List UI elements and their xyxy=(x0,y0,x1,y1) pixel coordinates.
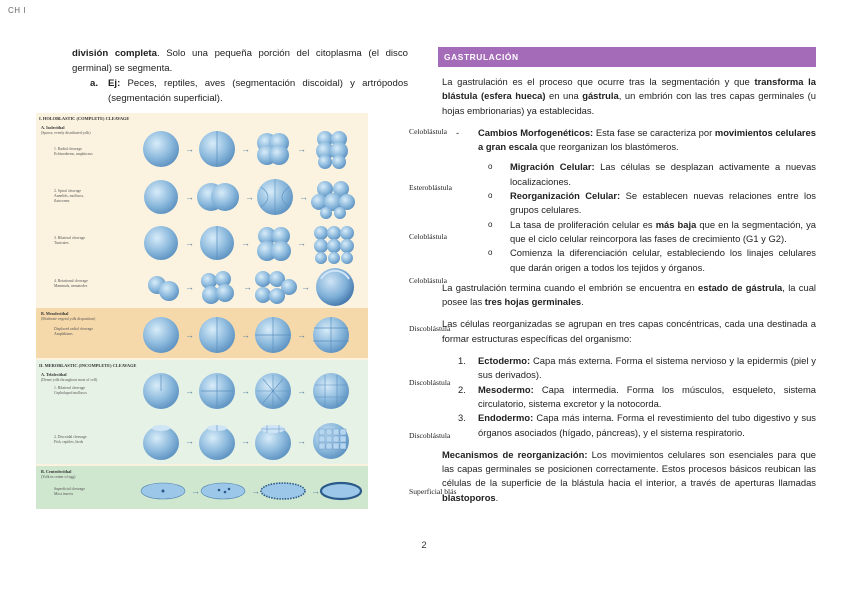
right-column xyxy=(438,47,816,513)
svg-text:→: → xyxy=(185,330,194,340)
mechanisms-paragraph xyxy=(438,448,816,505)
svg-text:→: → xyxy=(241,386,250,396)
svg-text:→: → xyxy=(185,386,194,396)
svg-text:→: → xyxy=(241,436,250,446)
figure-subtitle: A. Telolecithal xyxy=(41,372,67,377)
svg-text:→: → xyxy=(241,238,250,248)
bold-term: Cambios Morfogenéticos: xyxy=(478,126,594,138)
figure-note: (Sparse, evenly distributed yolk) xyxy=(41,131,91,135)
text-span: La tasa de proliferación celular es xyxy=(510,218,656,230)
spiral-cleavage-embryos xyxy=(139,175,364,219)
gastrulation-intro xyxy=(438,75,816,118)
blastula-type-label: Discoblástula xyxy=(409,324,451,333)
svg-text:→: → xyxy=(297,386,306,396)
bold-term: Mesodermo: xyxy=(478,383,534,395)
blastula-type-label: Discoblástula xyxy=(409,378,451,387)
list-item xyxy=(488,218,816,247)
figure-subtitle: B. Mesolecithal xyxy=(41,311,69,316)
telolecithal-bilateral-embryos xyxy=(139,369,364,413)
example-item xyxy=(90,76,408,106)
text-span: . xyxy=(495,491,499,503)
svg-text:→: → xyxy=(185,436,194,446)
text-span: Capa más externa. Forma el sistema nervioso y la epidermis (piel y sus derivados). xyxy=(478,355,816,381)
text-span: , un embrión con las tres capas germinales (u hojas embrionarias) ya establecidas. xyxy=(442,90,816,116)
svg-text:→: → xyxy=(297,144,306,154)
svg-text:→: → xyxy=(297,436,306,446)
row-label: 1. Bilateral cleavage Cephalopod molluscs xyxy=(54,386,87,395)
svg-text:→: → xyxy=(185,282,194,292)
text-span: en una xyxy=(545,90,583,102)
bold-term: transforma la blástula (esfera hueca) xyxy=(442,76,816,102)
figure-note: (Yolk in center of egg) xyxy=(41,475,76,479)
blastula-type-label: Celoblástula xyxy=(409,232,447,241)
bold-term: tres hojas germinales xyxy=(484,296,582,308)
list-marker: 1. xyxy=(458,355,466,367)
text-span: . xyxy=(581,296,584,308)
figure-section-title: II. MEROBLASTIC (INCOMPLETE) CLEAVAGE xyxy=(39,363,137,368)
bold-term: Reorganización Celular: xyxy=(510,190,621,202)
text-span: que reorganizan los blastómeros. xyxy=(537,141,679,153)
bold-term: estado de gástrula xyxy=(698,281,783,293)
germ-layers-intro: Las células reorganizadas se agrupan en tres capas concéntricas, cada una destinada a formar estructuras específicas del organismo: xyxy=(442,318,816,344)
bullet-icon: o xyxy=(488,248,493,258)
text-span: Los movimientos celulares son esenciales para que las capas germinales se posicionen correctamente. Estos procesos básicos reubican las células de la superficie de la blástula hacia el interior, a través de aperturas llamadas xyxy=(442,448,816,489)
text-span: Capa más interna. Forma el revestimiento del tubo digestivo y sus órganos asociados (hígado, páncreas), y el sistema respiratorio. xyxy=(478,412,816,438)
dash-list xyxy=(456,126,816,155)
svg-text:→: → xyxy=(185,192,194,202)
list-item xyxy=(488,160,816,189)
bold-term: blastoporos xyxy=(442,491,496,503)
bullet-icon: o xyxy=(488,162,493,172)
figure-section-title: I. HOLOBLASTIC (COMPLETE) CLEAVAGE xyxy=(39,116,130,121)
row-label: 4. Rotational cleavage Mammals, nematodes xyxy=(54,279,88,288)
rotational-cleavage-embryos xyxy=(139,265,364,309)
section-title-bar: GASTRULACIÓN xyxy=(438,47,816,67)
svg-text:→: → xyxy=(185,238,194,248)
text-span: Capa intermedia. Forma los músculos, esqueleto, sistema circulatorio, sistema excretor y la notocorda. xyxy=(478,383,816,409)
bold-term: más baja xyxy=(655,218,697,230)
bold-term: Migración Celular: xyxy=(510,161,595,173)
left-paragraph xyxy=(72,46,408,76)
row-label: 3. Bilateral cleavage Tunicates xyxy=(54,236,86,245)
bilateral-cleavage-embryos xyxy=(139,221,364,265)
svg-text:→: → xyxy=(243,282,252,292)
list-item xyxy=(488,246,816,275)
list-marker: a. xyxy=(90,78,99,89)
text-span: Comienza la diferenciación celular, estableciendo los linajes celulares que darán origen a todos los tejidos y órganos. xyxy=(510,247,816,273)
germ-layer-list xyxy=(458,354,816,440)
blastula-type-label: Celoblástula xyxy=(409,127,447,136)
bold-term: Endodermo: xyxy=(478,412,534,424)
svg-text:→: → xyxy=(245,192,254,202)
svg-text:→: → xyxy=(241,330,250,340)
text-span: Esta fase se caracteriza por xyxy=(593,126,715,138)
list-marker: - xyxy=(456,126,460,138)
text-span: Las células se desplazan activamente a nuevas localizaciones. xyxy=(510,161,816,187)
list-item xyxy=(458,354,816,383)
bold-term: Mecanismos de reorganización: xyxy=(442,448,588,460)
displaced-radial-embryos xyxy=(139,313,364,357)
list-marker: 2. xyxy=(458,383,466,395)
text-span: La gastrulación es el proceso que ocurre tras la segmentación y que xyxy=(442,76,755,87)
row-label: Displaced radial cleavage Amphibians xyxy=(54,327,94,336)
figure-subtitle: B. Centrolecithal xyxy=(41,469,72,474)
discoidal-cleavage-embryos xyxy=(139,419,364,463)
text-span: La gastrulación termina cuando el embrión se encuentra en xyxy=(442,281,699,293)
header-mark: CH I xyxy=(8,6,26,15)
list-item xyxy=(488,189,816,218)
bold-term: Ej: xyxy=(108,78,121,89)
svg-text:→: → xyxy=(251,486,260,496)
svg-text:→: → xyxy=(185,144,194,154)
blastula-type-label: Celoblástula xyxy=(409,276,447,285)
row-label: 2. Discoidal cleavage Fish, reptiles, birds xyxy=(54,435,87,444)
blastula-type-label: Esteroblástula xyxy=(409,183,453,192)
bold-term: división completa xyxy=(72,48,157,59)
text-span: , la cual posee las xyxy=(442,281,817,308)
row-label: 2. Spiral cleavage Annelids, molluscs, flatworms xyxy=(54,189,85,203)
bullet-list xyxy=(488,160,816,274)
list-marker: 3. xyxy=(458,412,466,424)
list-item xyxy=(458,383,816,412)
text-span: que en la segmentación, ya que el ciclo celular reincorpora las fases de crecimiento (G1 y G2). xyxy=(510,218,817,244)
svg-text:→: → xyxy=(297,238,306,248)
left-top-text xyxy=(72,46,408,106)
svg-text:→: → xyxy=(299,192,308,202)
row-label: 1. Radial cleavage Echinoderms, amphioxus xyxy=(54,147,93,156)
radial-cleavage-embryos xyxy=(139,127,364,171)
svg-text:→: → xyxy=(241,144,250,154)
figure-note: (Dense yolk throughout most of cell) xyxy=(41,378,98,382)
text-span: Se establecen nuevas relaciones entre los grupos celulares. xyxy=(510,190,816,216)
svg-text:→: → xyxy=(191,486,200,496)
bold-term: movimientos celulares a gran escala xyxy=(478,126,816,153)
bullet-icon: o xyxy=(488,191,493,201)
cleavage-figure xyxy=(36,113,457,509)
page-number: 2 xyxy=(421,540,427,551)
svg-text:→: → xyxy=(311,486,320,496)
blastula-type-label: Superficial blás xyxy=(409,487,457,496)
blastula-type-label: Discoblástula xyxy=(409,431,451,440)
example-text: Peces, reptiles, aves (segmentación discoidal) y artrópodos (segmentación superficial). xyxy=(108,78,408,104)
svg-text:→: → xyxy=(297,330,306,340)
bold-term: Ectodermo: xyxy=(478,355,531,367)
figure-note: (Moderate vegetal yolk disposition) xyxy=(41,317,96,321)
svg-text:→: → xyxy=(301,282,310,292)
superficial-cleavage-embryos xyxy=(139,473,364,517)
paragraph-text: . Solo una pequeña porción del citoplasma (el disco germinal) se segmenta. xyxy=(72,48,408,74)
list-item xyxy=(456,126,816,155)
row-label: Superficial cleavage Most insects xyxy=(54,487,85,496)
bullet-icon: o xyxy=(488,219,493,229)
bold-term: gástrula xyxy=(582,90,619,102)
gastrula-paragraph xyxy=(438,281,816,310)
list-item xyxy=(458,411,816,440)
figure-subtitle: A. Isolecithal xyxy=(41,125,65,130)
